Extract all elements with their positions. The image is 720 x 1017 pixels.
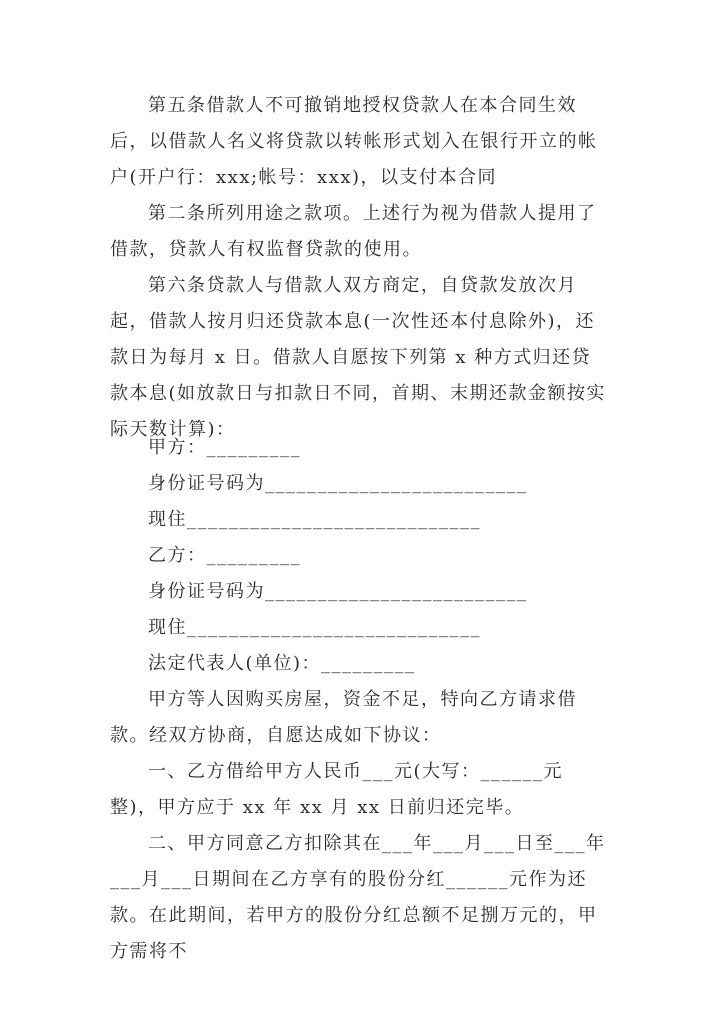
party-a-address-field: 现住____________________________ [148, 509, 481, 530]
party-b-id-field: 身份证号码为_________________________ [148, 581, 528, 602]
agreement-item-one: 一、乙方借给甲方人民币___元(大写：______元整)，甲方应于 xx 年 xx 月 xx 日前归还完毕。 [110, 761, 564, 818]
loan-purpose-paragraph: 甲方等人因购买房屋，资金不足，特向乙方请求借款。经双方协商，自愿达成如下协议： [110, 689, 577, 746]
party-a-field: 甲方：_________ [148, 437, 301, 458]
clause-five-paragraph: 第五条借款人不可撤销地授权贷款人在本合同生效后，以借款人名义将贷款以转帐形式划入在银行开立的帐户(开户行：xxx;帐号：xxx)，以支付本合同 [110, 95, 598, 188]
clause-six-paragraph: 第六条贷款人与借款人双方商定，自贷款发放次月起，借款人按月归还贷款本息(一次性还本付息除外)，还款日为每月 x 日。借款人自愿按下列第 x 种方式归还贷款本息(如放款日与扣款日不同，首期、末期还款金额按实际天数计算)： [110, 275, 607, 440]
legal-representative-field: 法定代表人(单位)：_________ [148, 653, 416, 674]
clause-two-continuation-paragraph: 第二条所列用途之款项。上述行为视为借款人提用了借款，贷款人有权监督贷款的使用。 [110, 203, 597, 260]
party-a-id-field: 身份证号码为_________________________ [148, 473, 528, 494]
party-b-field: 乙方：_________ [148, 545, 301, 566]
party-b-address-field: 现住____________________________ [148, 617, 481, 638]
agreement-item-two: 二、甲方同意乙方扣除其在___年___月___日至___年___月___日期间在乙方享有的股份分红______元作为还款。在此期间，若甲方的股份分红总额不足捌万元的，甲方需将不 [110, 833, 606, 962]
